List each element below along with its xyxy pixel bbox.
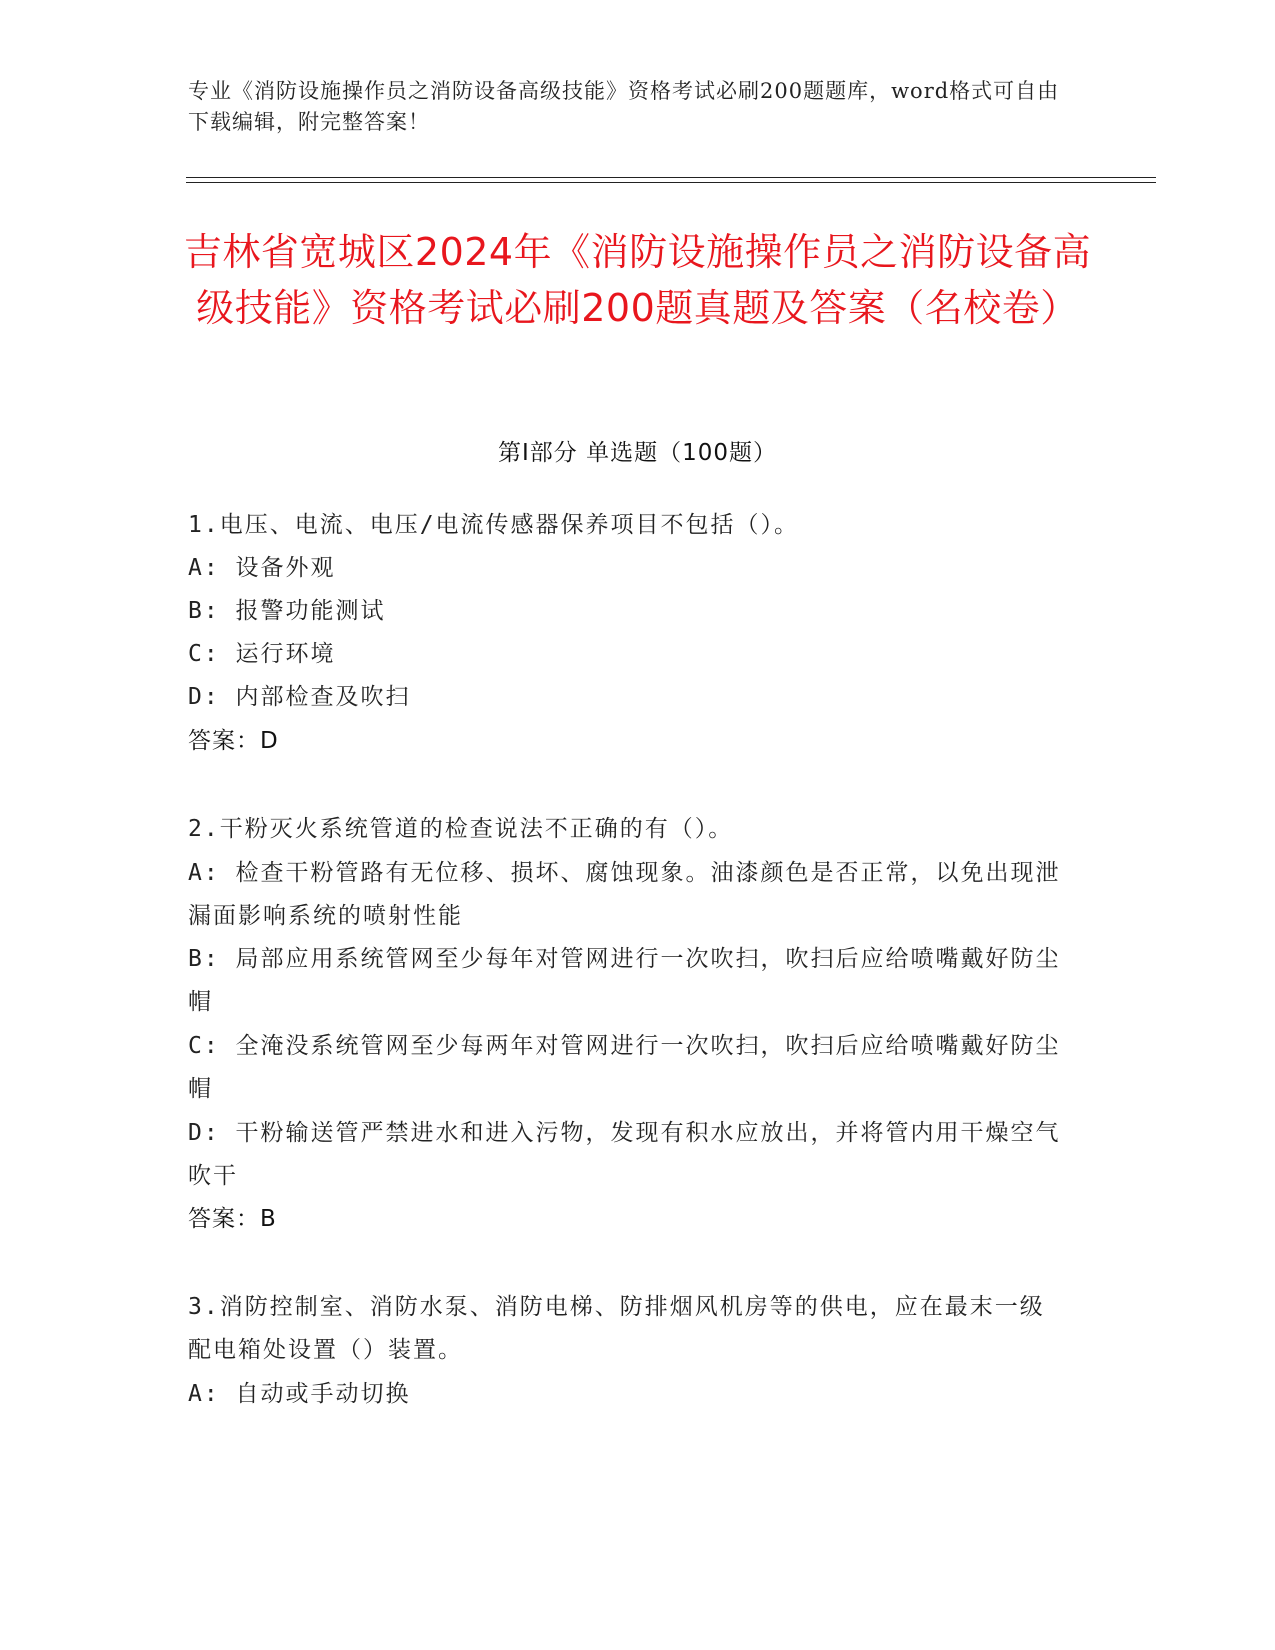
document-title: 吉林省宽城区2024年《消防设施操作员之消防设备高级技能》资格考试必刷200题真题及答案（名校卷） (183, 230, 1092, 330)
section-heading: 第Ⅰ部分 单选题（100题） (498, 440, 777, 466)
question-1-answer: 答案：D (188, 728, 279, 754)
question-1-stem: 1.电压、电流、电压/电流传感器保养项目不包括（）。 (188, 512, 800, 538)
header-rule-bottom (186, 182, 1156, 183)
header-rule-top (186, 177, 1156, 178)
question-2-option-d: D: 干粉输送管严禁进水和进入污物，发现有积水应放出，并将管内用干燥空气吹干 (188, 1120, 1061, 1189)
question-2-option-c: C: 全淹没系统管网至少每两年对管网进行一次吹扫，吹扫后应给喷嘴戴好防尘帽 (188, 1033, 1061, 1102)
question-1-option-a: A: 设备外观 (188, 555, 336, 581)
question-2-answer: 答案：B (188, 1206, 277, 1232)
question-1-option-c: C: 运行环境 (188, 641, 336, 667)
header-note: 专业《消防设施操作员之消防设备高级技能》资格考试必刷200题题库，word格式可自由下载编辑，附完整答案！ (188, 79, 1060, 134)
question-3-stem: 3.消防控制室、消防水泵、消防电梯、防排烟风机房等的供电，应在最末一级配电箱处设置（）装置。 (188, 1294, 1045, 1363)
question-2-option-b: B: 局部应用系统管网至少每年对管网进行一次吹扫，吹扫后应给喷嘴戴好防尘帽 (188, 946, 1061, 1015)
question-2-option-a: A: 检查干粉管路有无位移、损坏、腐蚀现象。油漆颜色是否正常，以免出现泄漏面影响系统的喷射性能 (188, 860, 1061, 929)
question-1-option-d: D: 内部检查及吹扫 (188, 684, 411, 710)
question-2-stem: 2.干粉灭火系统管道的检查说法不正确的有（）。 (188, 816, 734, 842)
question-1-option-b: B: 报警功能测试 (188, 598, 386, 624)
question-3-option-a: A: 自动或手动切换 (188, 1381, 411, 1407)
